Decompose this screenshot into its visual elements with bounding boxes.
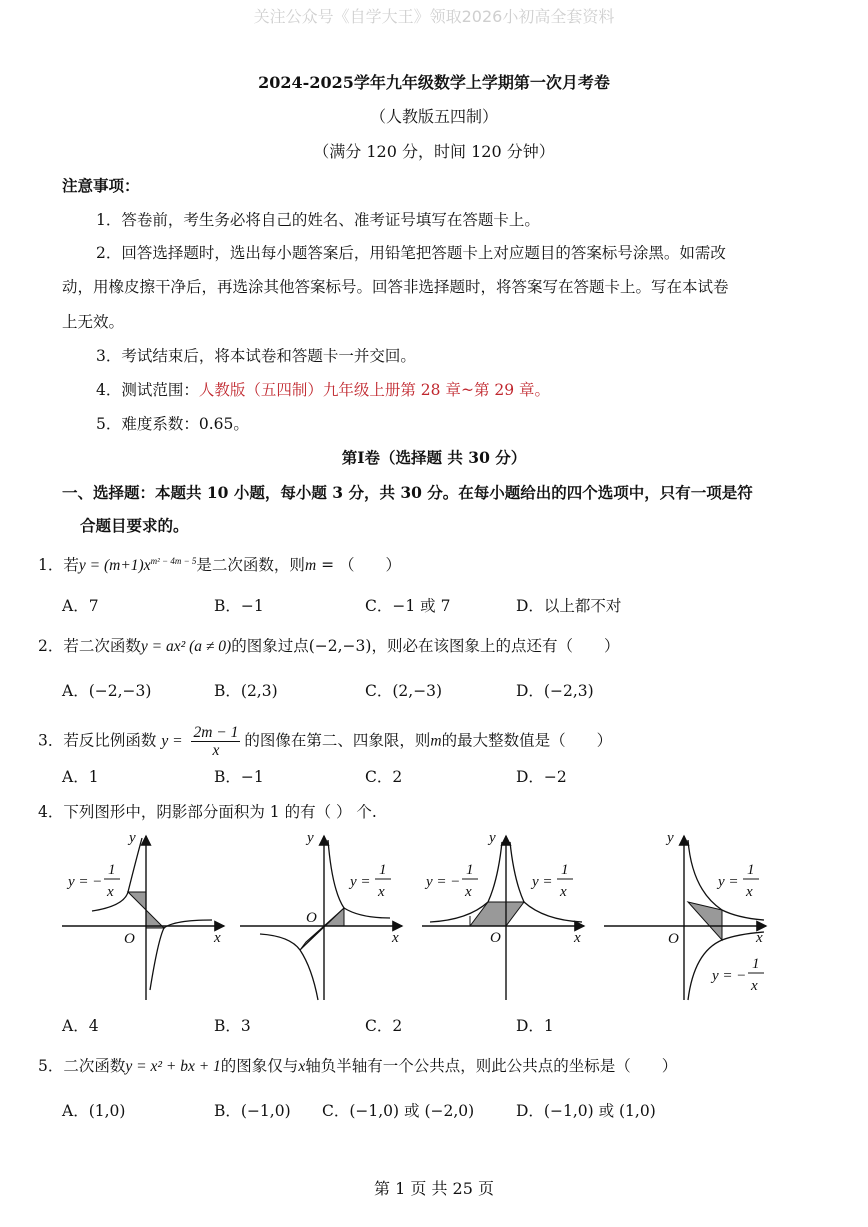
q3-text-c: 的最大整数值是（ ）: [441, 731, 613, 750]
q3-text-b: 的图像在第二、四象限，则: [244, 731, 431, 750]
note-4: [96, 378, 550, 400]
q3-fraction-denominator: x: [212, 742, 220, 759]
q4-g4-fn-neg-label: y = −: [712, 968, 747, 984]
note-2-line-2: 动，用橡皮擦干净后，再选涂其他答案标号。回答非选择题时，将答案写在答题卡上。写在本试卷: [62, 278, 729, 296]
note-4-range: 人教版（五四制）九年级上册第 28 章~第 29 章。: [198, 381, 551, 399]
score-time-label: （满分 120 分，时间 120 分钟）: [313, 142, 555, 161]
q4-g4-x-label: x: [756, 930, 763, 946]
q1-variable: m: [304, 557, 317, 574]
q4-g3-neg-frac-den: x: [465, 884, 472, 900]
q3-option-a: A．1: [62, 768, 99, 786]
q3-fraction: [191, 724, 240, 759]
q5-option-c: C．(−1,0) 或 (−2,0): [322, 1102, 475, 1120]
q3-text-a: 3．若反比例函数: [38, 731, 157, 750]
note-2-line-3: 上无效。: [62, 313, 125, 331]
q5-text-b: 的图象仅与: [220, 1057, 299, 1075]
question-1: [38, 553, 401, 575]
q2-option-a: A．(−2,−3): [62, 682, 152, 700]
q2-option-c: C．(2,−3): [365, 682, 443, 700]
q1-option-a: A．7: [62, 597, 99, 615]
q4-g3-pos-frac-den: x: [560, 884, 567, 900]
q2-text-a: 2．若二次函数: [38, 637, 141, 655]
q4-g4-neg-frac-num: 1: [752, 956, 760, 972]
q1-text: 是二次函数，则: [196, 556, 305, 574]
q1-option-c: C．−1 或 7: [365, 597, 451, 615]
note-2-line-1: 2．回答选择题时，选出每小题答案后，用铅笔把答题卡上对应题目的答案标号涂黑。如需改: [96, 244, 726, 262]
q4-graph-4: [604, 830, 774, 1009]
q4-g4-origin-label: O: [668, 931, 679, 947]
page-footer: 第 1 页 共 25 页: [374, 1179, 494, 1198]
q4-graph-2: [240, 830, 410, 1009]
q4-g1-fn-label: y = −: [68, 874, 103, 890]
q4-option-d: D．1: [516, 1017, 554, 1035]
q4-g3-pos-frac-num: 1: [561, 862, 569, 878]
q4-g2-frac-num: 1: [379, 862, 387, 878]
watermark: 关注公众号《自学大王》领取2026小初高全套资料: [253, 7, 615, 26]
q5-axis: x: [298, 1058, 306, 1075]
q1-option-d: D．以上都不对: [516, 597, 622, 615]
q2-expression: y = ax² (a ≠ 0): [140, 638, 232, 655]
q3-option-b: B．−1: [214, 768, 264, 786]
q4-option-a: A．4: [62, 1017, 99, 1035]
q4-g2-origin-label: O: [306, 910, 317, 926]
q2-text-c: ，则必在该图象上的点还有（ ）: [371, 637, 620, 655]
note-5: 5．难度系数：0.65。: [96, 415, 249, 433]
q4-option-c: C．2: [365, 1017, 403, 1035]
q1-exponent: m² − 4m − 5: [150, 555, 197, 566]
question-2: [38, 634, 619, 656]
q2-option-d: D．(−2,3): [516, 682, 594, 700]
note-4-prefix: 4．测试范围：: [96, 381, 199, 399]
q1-expression: y = (m+1)x: [78, 557, 151, 574]
q3-option-c: C．2: [365, 768, 403, 786]
q4-g2-fn-label: y =: [350, 874, 371, 890]
q3-lhs: y =: [161, 732, 183, 750]
q2-text-b: 的图象过点: [231, 637, 309, 655]
notes-heading: 注意事项：: [62, 176, 140, 195]
q4-g3-x-label: x: [574, 930, 581, 946]
q3-fraction-numerator: 2m − 1: [193, 724, 239, 741]
q4-g1-y-label: y: [129, 830, 136, 846]
exam-title: 2024-2025学年九年级数学上学期第一次月考卷: [258, 73, 610, 92]
q4-g2-y-label: y: [307, 830, 314, 846]
question-5: [38, 1054, 677, 1076]
q5-text-c: 轴负半轴有一个公共点，则此公共点的坐标是（ ）: [305, 1057, 678, 1075]
question-3: [38, 724, 612, 759]
note-3: 3．考试结束后，将本试卷和答题卡一并交回。: [96, 347, 416, 365]
q4-g1-origin-label: O: [124, 931, 135, 947]
q4-g4-y-label: y: [667, 830, 674, 846]
q4-g1-frac-den: x: [107, 884, 114, 900]
q4-g4-neg-frac-den: x: [751, 978, 758, 994]
q4-option-b: B．3: [214, 1017, 251, 1035]
q5-option-d: D．(−1,0) 或 (1,0): [516, 1102, 656, 1120]
section-title: 第Ⅰ卷（选择题 共 30 分）: [341, 448, 527, 467]
q3-variable: m: [430, 732, 442, 750]
q4-g3-origin-label: O: [490, 930, 501, 946]
q4-g2-frac-den: x: [378, 884, 385, 900]
q2-option-b: B．(2,3): [214, 682, 278, 700]
section-instructions-line-2: 合题目要求的。: [80, 516, 189, 535]
q4-g4-fn-pos-label: y =: [718, 874, 739, 890]
q4-graph-3: [422, 830, 592, 1009]
q5-expression: y = x² + bx + 1: [125, 1058, 221, 1075]
q4-g3-fn-neg-label: y = −: [426, 874, 461, 890]
q1-paren: = （ ）: [316, 556, 401, 574]
note-1: 1．答卷前，考生务必将自己的姓名、准考证号填写在答题卡上。: [96, 211, 540, 229]
q5-option-b: B．(−1,0): [214, 1102, 291, 1120]
q3-option-d: D．−2: [516, 768, 567, 786]
q5-text-a: 5．二次函数: [38, 1057, 126, 1075]
q4-g1-x-label: x: [214, 930, 221, 946]
q4-g4-pos-frac-den: x: [746, 884, 753, 900]
q1-number: 1．若: [38, 556, 79, 574]
edition-label: （人教版五四制）: [369, 107, 498, 126]
q1-option-b: B．−1: [214, 597, 264, 615]
question-4: 4．下列图形中，阴影部分面积为 1 的有（ ） 个.: [38, 803, 377, 821]
q4-graph-1: [62, 830, 232, 1009]
q4-g1-frac-num: 1: [108, 862, 116, 878]
q5-option-a: A．(1,0): [62, 1102, 126, 1120]
q4-g3-neg-frac-num: 1: [466, 862, 474, 878]
q4-g4-pos-frac-num: 1: [747, 862, 755, 878]
section-instructions-line-1: 一、选择题：本题共 10 小题，每小题 3 分，共 30 分。在每小题给出的四个选项中，只有一项是符: [62, 483, 753, 502]
q2-point: (−2,−3): [308, 637, 372, 655]
q4-g3-fn-pos-label: y =: [532, 874, 553, 890]
q4-g3-y-label: y: [489, 830, 496, 846]
q4-g2-x-label: x: [392, 930, 399, 946]
